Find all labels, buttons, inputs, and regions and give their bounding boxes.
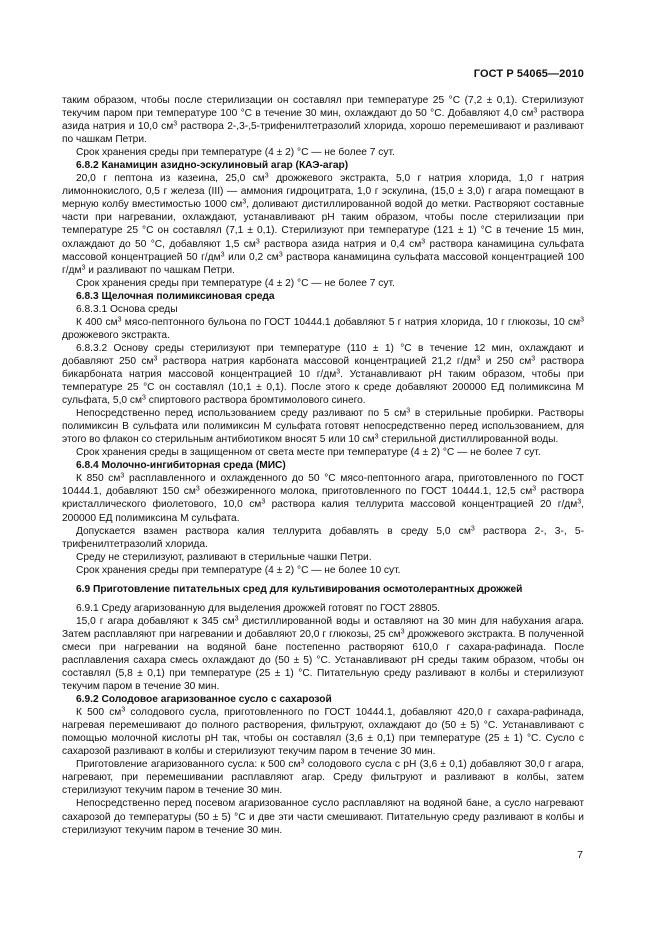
- section-heading: 6.8.2 Канамицин азидно-эскулиновый агар (КАЭ-агар): [76, 160, 349, 172]
- paragraph: 15,0 г агара добавляют к 345 $см^3$ дистиллированной воды и оставляют на 30 мин для набухания агара. Затем расплавляют при нагревании и добавляют 20,0 г глюкозы, 25 $см^3$ дрожжевого экстракта. В полученной смеси при нагревании на водяной бане постепенно растворяют 610,0 г сахара-рафинада. После расплавления сахара смесь охлаждают до (50 ± 5) °C. Устанавливают pH среды таким образом, чтобы он составлял (5,8 ± 0,1) при температуре (25 ± 1) °C. Питательную среду разливают в колбы и стерилизуют текучим паром в течение 30 мин.: [62, 615, 584, 693]
- paragraph: Срок хранения среды при температуре (4 ± 2) °C — не более 10 сут.: [76, 564, 401, 576]
- paragraph: Срок хранения среды в защищенном от света месте при температуре (4 ± 2) °C — не более 7 сут.: [76, 447, 541, 459]
- paragraph: К 500 $см^3$ солодового сусла, приготовленного по ГОСТ 10444.1, добавляют 420,0 г сахара-рафинада, нагревая перемешивают до полного растворения, фильтруют, охлаждают до (50 ± 5) °C. Устанавливают с помощью молочной кислоты pH так, чтобы он составлял (3,6 ± 0,1) при температуре (25 ± 1) °C. Сусло с сахарозой разливают в колбы и стерилизуют текучим паром в течение 30 мин.: [62, 706, 584, 758]
- section-heading: 6.8.3 Щелочная полимиксиновая среда: [76, 290, 275, 302]
- paragraph: 6.8.3.1 Основа среды: [76, 303, 178, 315]
- paragraph: Срок хранения среды при температуре (4 ± 2) °C — не более 7 сут.: [76, 147, 395, 159]
- paragraph: 6.8.3.2 Основу среды стерилизуют при температуре (110 ± 1) °C в течение 12 мин, охлаждают и добавляют 250 $см^3$ раствора натрия карбоната массовой концентрацией 21,2 $г/дм^3$ и 250 $см^3$ раствора бикарбоната натрия массовой концентрацией 10 $г/дм^3$. Устанавливают pH таким образом, чтобы при температуре 25 °C он составлял (10,1 ± 0,1). После этого к среде добавляют 200000 ЕД полимиксина М сульфата, 5,0 $см^3$ спиртового раствора бромтимолового синего.: [62, 342, 584, 407]
- paragraph: Приготовление агаризованного сусла: к 500 $см^3$ солодового сусла с pH (3,6 ± 0,1) добавляют 30,0 г агара, нагревают, при перемешивании расплавляют агар. Среду фильтруют и разливают в колбы, затем стерилизуют текучим паром в течение 30 мин.: [62, 758, 584, 797]
- section-heading: 6.9.2 Солодовое агаризованное сусло с сахарозой: [76, 694, 332, 706]
- section-heading: 6.9 Приготовление питательных сред для культивирования осмотолерантных дрожжей: [76, 583, 523, 595]
- document-header: ГОСТ Р 54065—2010: [473, 68, 584, 80]
- paragraph: таким образом, чтобы после стерилизации он составлял при температуре 25 °C (7,2 ± 0,1). Стерилизуют текучим паром при температуре 100 °C в течение 30 мин, охлаждают до 50 °C. Добавляют 4,0 $см^3$ раствора азида натрия и 10,0 $см^3$ раствора 2-,3-,5-трифенилтетразолий хлорида, хорошо перемешивают и разливают по чашкам Петри.: [62, 95, 585, 146]
- document-body: [62, 94, 584, 837]
- paragraph: Непосредственно перед использованием среду разливают по 5 $см^3$ в стерильные пробирки. Растворы полимиксин В сульфата или полимиксин М сульфата готовят непосредственно перед использованием, для этого во флакон со стерильным антибиотиком вносят 5 или 10 $см^3$ стерильной дистиллированной воды.: [62, 407, 584, 446]
- paragraph: Среду не стерилизуют, разливают в стерильные чашки Петри.: [76, 551, 372, 563]
- paragraph: Срок хранения среды при температуре (4 ± 2) °C — не более 7 сут.: [76, 277, 395, 289]
- paragraph: К 400 $см^3$ мясо-пептонного бульона по ГОСТ 10444.1 добавляют 5 г натрия хлорида, 10 г глюкозы, 10 $см^3$ дрожжевого экстракта.: [62, 316, 584, 341]
- page-number: 7: [577, 849, 583, 861]
- paragraph: 20,0 г пептона из казеина, 25,0 $см^3$ дрожжевого экстракта, 5,0 г натрия хлорида, 1,0 г натрия лимоннокислого, 0,5 г железа (III) — аммония гидроцитрата, 1,0 г эскулина, (15,0 ± 3,0) г агара помещают в мерную колбу вместимостью 1000 $см^3$, доливают дистиллированной водой до метки. Растворяют составные части при нагревании, охлаждают, устанавливают pH таким образом, чтобы после стерилизации при температуре 25 °C он составлял (7,1 ± 0,1). Стерилизуют при температуре (121 ± 1) °C в течение 15 мин, охлаждают до 50 °C, добавляют 1,5 $см^3$ раствора азида натрия и 0,4 $см^3$ раствора канамицина сульфата массовой концентрацией 50 $г/дм^3$ или 0,2 $см^3$ раствора канамицина сульфата массовой концентрацией 100 $г/дм^3$ и разливают по чашкам Петри.: [62, 172, 584, 276]
- paragraph: К 850 $см^3$ расплавленного и охлажденного до 50 °C мясо-пептонного агара, приготовленного по ГОСТ 10444.1, добавляют 150 $см^3$ обезжиренного молока, приготовленного по ГОСТ 10444.1, 12,5 $см^3$ раствора кристаллического фиолетового, 10,0 $см^3$ раствора калия теллурита массовой концентрацией 20 $г/дм^3$, 200000 ЕД полимиксина М сульфата.: [62, 472, 585, 524]
- paragraph: Допускается взамен раствора калия теллурита добавлять в среду 5,0 $см^3$ раствора 2-, 3-, 5-трифенилтетразолий хлорида.: [62, 525, 584, 550]
- paragraph: 6.9.1 Среду агаризованную для выделения дрожжей готовят по ГОСТ 28805.: [76, 602, 441, 614]
- paragraph: Непосредственно перед посевом агаризованное сусло расплавляют на водяной бане, а сусло нагревают сахарозой до температуры (50 ± 5) °C и две эти части смешивают. Питательную среду разливают в колбы и стерилизуют текучим паром в течение 30 мин.: [62, 798, 584, 836]
- section-heading: 6.8.4 Молочно-ингибиторная среда (МИС): [76, 460, 286, 472]
